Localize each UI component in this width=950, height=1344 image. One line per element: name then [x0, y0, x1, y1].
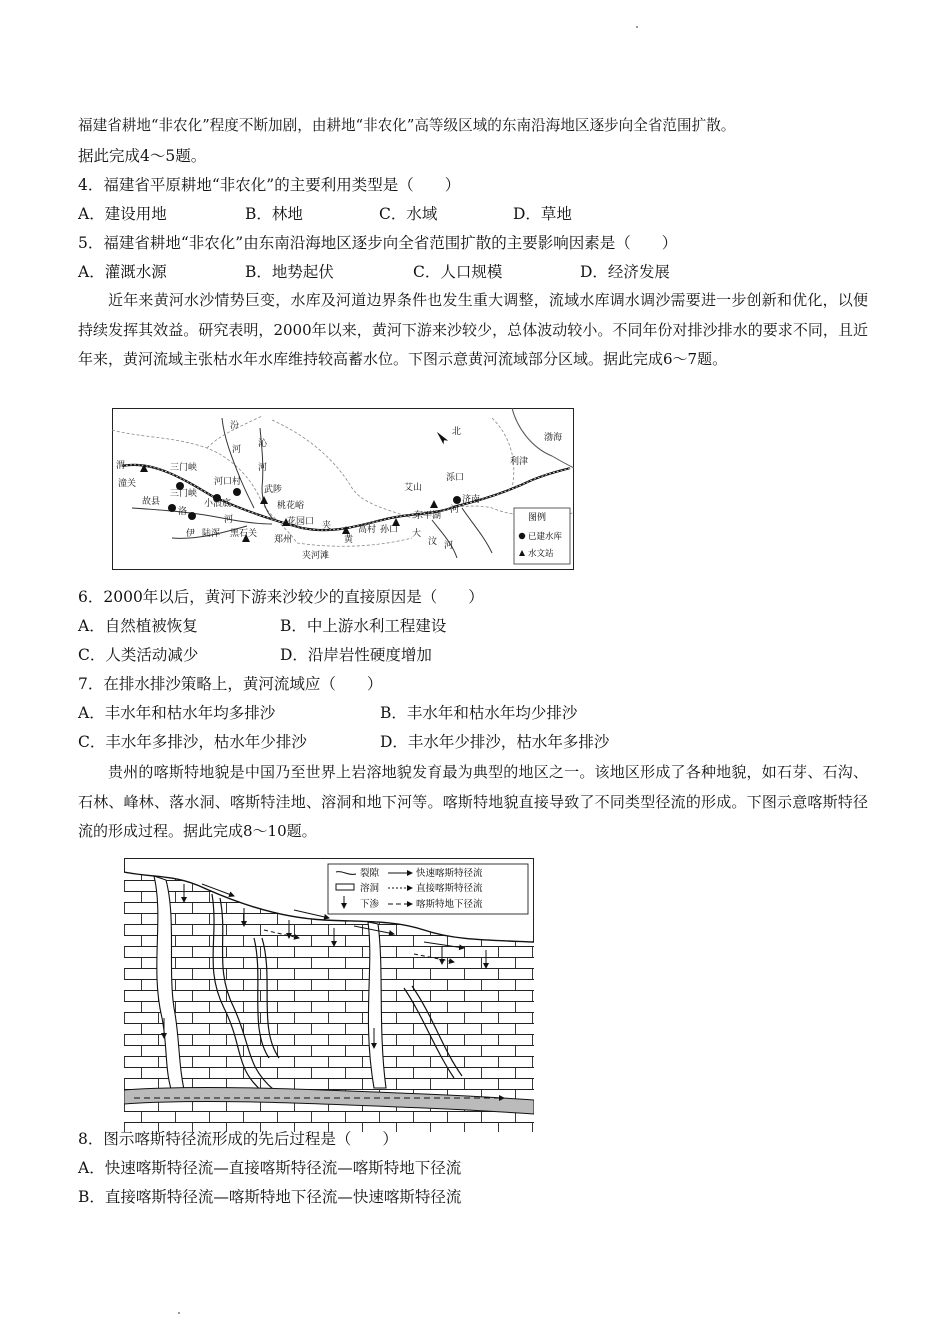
legend-direct-runoff: 直接喀斯特径流 — [416, 883, 483, 894]
option-d[interactable]: D．沿岸岩性硬度增加 — [280, 646, 432, 664]
map-label: 汶 — [428, 537, 438, 547]
option-d[interactable]: D．草地 — [513, 205, 572, 223]
map-label: 故县 — [142, 497, 161, 507]
map-label: 利津 — [510, 457, 529, 467]
map-label: 渭 — [116, 461, 126, 471]
question-5-stem: 5．福建省耕地“非农化”由东南沿海地区逐步向全省范围扩散的主要影响因素是（ ） — [78, 234, 678, 252]
map-label: 三门峡 — [170, 489, 198, 499]
map-label: 夹河滩 — [302, 551, 330, 561]
map-label: 济南 — [462, 495, 481, 505]
option-c[interactable]: C．人口规模 — [413, 263, 503, 281]
map-label: 夹 — [322, 521, 332, 531]
legend-cave: 溶洞 — [360, 883, 380, 894]
map-label: 花园口 — [287, 517, 315, 527]
option-c[interactable]: C．人类活动减少 — [78, 646, 199, 664]
legend-station: 水文站 — [528, 549, 554, 559]
option-a[interactable]: A．自然植被恢复 — [78, 617, 198, 635]
map-label: 洛 — [178, 507, 188, 517]
map-label: 北 — [452, 427, 462, 437]
legend-fissure: 裂隙 — [360, 868, 380, 879]
option-a[interactable]: A．灌溉水源 — [78, 263, 167, 281]
legend-title: 图例 — [528, 513, 547, 523]
map-label: 河 — [444, 541, 454, 551]
map-label: 河 — [232, 445, 242, 455]
map-label: 黑石关 — [230, 529, 258, 539]
legend-fast-runoff: 快速喀斯特径流 — [416, 868, 483, 879]
yellow-river-map — [112, 408, 574, 570]
legend-underground-runoff: 喀斯特地下径流 — [416, 899, 483, 910]
option-c[interactable]: C．水域 — [379, 205, 438, 223]
map-label: 小浪底 — [204, 499, 232, 509]
option-d[interactable]: D．经济发展 — [580, 263, 670, 281]
option-b[interactable]: B．中上游水利工程建设 — [280, 617, 447, 635]
map-label: 高村 — [358, 525, 377, 535]
option-a[interactable]: A．丰水年和枯水年均多排沙 — [78, 704, 276, 722]
option-a[interactable]: A．建设用地 — [78, 205, 167, 223]
karst-legend — [328, 864, 528, 914]
map-label: 渤海 — [544, 433, 563, 443]
option-b[interactable]: B．地势起伏 — [245, 263, 334, 281]
passage-yellow-river: 近年来黄河水沙情势巨变，水库及河道边界条件也发生重大调整，流域水库调水调沙需要进一步创新和优化，以便持续发挥其效益。研究表明，2000年以来，黄河下游来沙较少，总体波动较小。不同年份对排沙排水的要求不同，且近年来，黄河流域主张枯水年水库维持较高蓄水位。下图示意黄河流域部分区域。据此完成6～7题。 — [78, 291, 868, 368]
map-label: 泺口 — [446, 473, 465, 483]
map-label: 郑州 — [274, 535, 293, 545]
map-label: 黄 — [344, 535, 354, 545]
map-label: 艾山 — [404, 483, 423, 493]
map-label: 东平湖 — [414, 511, 442, 521]
map-label: 桃花峪 — [277, 501, 305, 511]
option-b[interactable]: B．林地 — [245, 205, 303, 223]
corner-mark — [178, 1312, 180, 1314]
map-legend — [514, 508, 570, 564]
map-label: 陆浑 — [202, 529, 221, 539]
map-label: 武陟 — [264, 485, 283, 495]
legend-reservoir: 已建水库 — [528, 532, 563, 542]
intro-line-2: 据此完成4～5题。 — [78, 147, 207, 165]
map-label: 河口村 — [214, 477, 242, 487]
map-label: 河 — [258, 463, 268, 473]
map-label: 沁 — [258, 439, 268, 449]
map-label: 大 — [412, 529, 422, 539]
legend-seep: 下渗 — [360, 899, 380, 910]
option-b[interactable]: B．直接喀斯特径流—喀斯特地下径流—快速喀斯特径流 — [78, 1188, 462, 1206]
option-d[interactable]: D．丰水年少排沙，枯水年多排沙 — [380, 733, 610, 751]
map-label: 汾 — [230, 421, 240, 431]
map-label: 孙口 — [380, 525, 399, 535]
question-4-stem: 4．福建省平原耕地“非农化”的主要利用类型是（ ） — [78, 176, 461, 194]
passage-karst: 贵州的喀斯特地貌是中国乃至世界上岩溶地貌发育最为典型的地区之一。该地区形成了各种地貌，如石芽、石沟、石林、峰林、落水洞、喀斯特洼地、溶洞和地下河等。喀斯特地貌直接导致了不同类型径流的形成。下图示意喀斯特径流的形成过程。据此完成8～10题。 — [78, 763, 868, 840]
question-6-stem: 6．2000年以后，黄河下游来沙较少的直接原因是（ ） — [78, 588, 484, 606]
map-label: 河 — [224, 515, 234, 525]
intro-line-1: 福建省耕地“非农化”程度不断加剧，由耕地“非农化”高等级区域的东南沿海地区逐步向全省范围扩散。 — [78, 117, 736, 134]
corner-mark — [636, 26, 638, 28]
map-label: 伊 — [186, 529, 196, 539]
map-label: 河 — [450, 505, 460, 515]
question-8-stem: 8．图示喀斯特径流形成的先后过程是（ ） — [78, 1130, 398, 1148]
option-c[interactable]: C．丰水年多排沙，枯水年少排沙 — [78, 733, 307, 751]
karst-runoff-diagram — [124, 858, 534, 1132]
option-a[interactable]: A．快速喀斯特径流—直接喀斯特径流—喀斯特地下径流 — [78, 1159, 462, 1177]
map-label: 三门峡 — [170, 463, 198, 473]
map-label: 潼关 — [118, 479, 137, 489]
question-7-stem: 7．在排水排沙策略上，黄河流域应（ ） — [78, 675, 383, 693]
option-b[interactable]: B．丰水年和枯水年均少排沙 — [380, 704, 578, 722]
